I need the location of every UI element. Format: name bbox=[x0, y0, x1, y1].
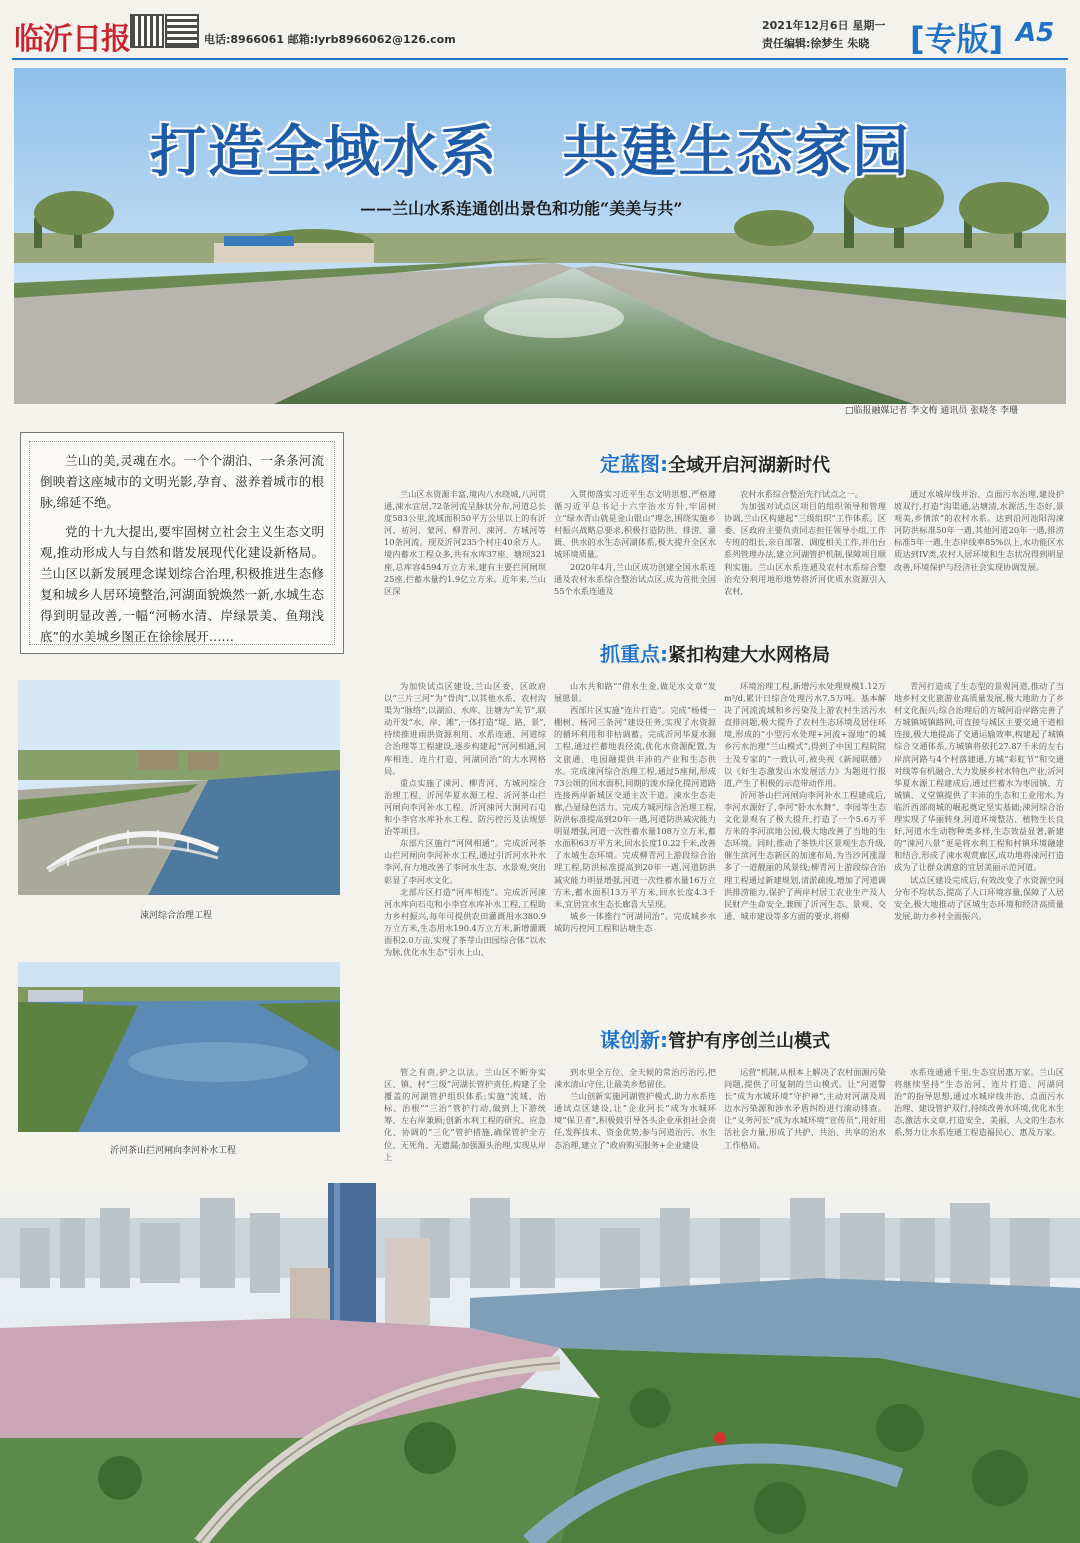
column-paragraph: 山水共和路”“借水生金,做足水文章”发展愿景。 bbox=[554, 681, 716, 704]
section-2-column-4 bbox=[894, 680, 1064, 1020]
section-heading-3 bbox=[600, 1024, 830, 1053]
yi-river-photo bbox=[18, 962, 340, 1132]
masthead bbox=[0, 0, 1080, 62]
photo-caption-1: 涑河综合治理工程 bbox=[140, 911, 213, 921]
section-2-column-3 bbox=[724, 680, 886, 1020]
section-keyword-2: 抓重点: bbox=[600, 642, 668, 666]
shu-river-photo bbox=[18, 680, 340, 895]
intro-box bbox=[20, 432, 344, 654]
section-title-1: 全域开启河湖新时代 bbox=[668, 455, 830, 476]
section-1-column-3 bbox=[724, 488, 886, 618]
column-paragraph: 青河打造成了生态型的景观河道,推动了当地乡村文化旅游业高质量发展,极大地助力了乡村文化振兴;综合治理后的方城河沿岸路完善了方城镇城镇路网,可直接与城区主要交通干道相连接,极大地提高了交通运输效率,构建起了城镇综合交通体系,方城镇将依托27.87千米的左右岸滨河路与4个村落建通,方城“彩虹节”和交通对线等有机融合,大力发展乡村水特色产业;沂河华夏水源工程建成后,通过拦蓄水为枣园镇、方城镇、义堂镇提供了丰沛的生态和工业用水,为临沂西部商城的崛起奠定坚实基础;涑河综合治理实现了华丽转身,河道环境整洁、植物生长良好,河道水生动物种类多样,生态效益显著,新建的“涑河八景”更是将水利工程和村镇环境融建和结合,形成了涑水观赏廊区,成功地将涑河打造成为了让群众满意的宜居美丽示范河道。 bbox=[894, 681, 1064, 873]
column-paragraph: 为加快试点区建设,兰山区委、区政府以“三片三河”为“骨肉”,以其他水系、农村沟渠为“脉络”,以湖泊、水库、注塘为“关节”,联动开发“水、岸、滩”,一体打造“堤、路、景”,持续推进雨洪资源利用、水系连通、河道综合治理等工程建设,逐步构建起“河河相通,河库相连、连片打造、河湖同治”的大水网格局。 bbox=[384, 681, 546, 776]
column-paragraph: 城乡一体推行“河湖同治”。完成城乡水城防污控河工程和沾塘生态 bbox=[554, 910, 716, 933]
photo-caption-2: 沂河茶山拦河闸向李河补水工程 bbox=[110, 1146, 237, 1156]
section-keyword-1: 定蓝图: bbox=[600, 452, 668, 476]
column-paragraph: 兰山创新实施河湖管护模式,助力水系连通试点区建设,让“企业河长”成为水城环境“保卫者”,积极鼓引导各头企业承担社会责任,发挥技术、资金优势,参与河道治污、水生态治理,建立了“政府购买服务+企业建设 bbox=[554, 1091, 716, 1150]
qr-code-icon-2 bbox=[165, 14, 199, 48]
city-river-aerial-photo bbox=[0, 1178, 1080, 1543]
page-subtitle: ——兰山水系连通创出景色和功能“美美与共” bbox=[360, 199, 683, 218]
section-3-column-4: 水系连通通千里,生态宜居惠万家。兰山区将继续坚持“生态治河、连片打造、河湖同治”的指导思想,通过水城岸线井治、点面污水治理、建设管护双行,持续改善水环境,优化水生态,激活水文章,打造安全、美丽、人文的生态水系,努力让水系连通工程造福民心、惠及万家。 bbox=[894, 1067, 1064, 1138]
section-2-column-1 bbox=[384, 680, 546, 1020]
section-3-column-1: 管之有责,护之以法。兰山区不断夯实区、镇、村“三级”河湖长管护责任,构建了全覆盖的河湖管护组织体系;实施“流域、治标、治根”“三治”管护行动,做到上下游统筹、左右岸兼顾;创新水利工程的研究、应急化、协调的“三化”管护措施,确保管护全方位、无死角、无遗漏;加强源头治理,实现从岸上 bbox=[384, 1067, 546, 1162]
intro-border bbox=[29, 441, 335, 645]
section-title-2: 紧扣构建大水网格局 bbox=[668, 645, 830, 666]
masthead-rule bbox=[12, 58, 1068, 60]
section-heading-1 bbox=[600, 448, 830, 477]
column-paragraph: 东部片区施行“河网相通”。完成沂河茶山拦河闸向李河补水工程,通过引沂河水补水李河,有力地改善了李河水生态、水景观,突出彰显了李河水文化。 bbox=[384, 838, 546, 885]
column-paragraph: 西部片区实施“连片打造”。完成“杨楼一棚树、杨河三条河”建设任务,实现了水资源的循环利用和非枯调蓄。完成沂河华夏水源工程,通过拦蓄地表径流,优化水资源配置,为文旅通、电园融提供丰沛的产业和生态供水。完成涑河综合治理工程,通过5座闸,形成73公顷的回水面积,同期的浚水绿化提河道路连接两岸新城区交通主次干道。涑水生态走廊,凸显绿色活力。完成方城河综合治理工程,防洪标准提高到20年一遇,河道防洪减灾能力明显增强,河道一次性蓄水量108万立方米,蓄水面积63万平方米,回水长度10.22千米,改善了水城生态环境。完成柳青河上游段综合治理工程,防洪标准提高到20年一遇,河道防洪减灾能力明显增强,河道一次性蓄水量16万立方米,蓄水面积13万平方米,回水长度4.3千米,宜居宜水生态长廊喜大呈现。 bbox=[554, 705, 716, 909]
column-paragraph: 2020年4月,兰山区成功创建全国水系连通及农村水系综合整治试点区,成为首批全国55个水系连通及 bbox=[554, 561, 716, 596]
section-2-column-2 bbox=[554, 680, 716, 1020]
byline: □临报融媒记者 李文梅 通讯员 张晓冬 李珊 bbox=[845, 406, 1018, 416]
column-paragraph: 为加强对试点区项目的组织领导和管理协调,兰山区构建起“三级组织”工作体系。区委、区政府主要负责同志担任领导小组,工作专班的组长,亲自部署、调度相关工作,并出台系列管理办法,建立河湖管护机制,保障项目顺利实施。兰山区水系连通及农村水系综合整治充分利用地形地势将沂河优质水资源引入农村, bbox=[724, 501, 886, 596]
column-paragraph: 环境治理工程,新增污水处理规模1.12万m³/d,累计日综合处理污水7.5万吨。基本解决了河流流域和乡污染及上游农村生活污水直排问题,极大提升了农村生态环境及居住环境,形成的“小型污水处理+河流+湿地”的城乡污水治理“兰山模式”,得到了中国工程院院士及专家的“一致认可,被央视《新闻联播》以《好生态激发山水发展活力》为题进行报道,产生了积极的示范带动作用。 bbox=[724, 681, 886, 788]
section-title-3: 管护有序创兰山模式 bbox=[668, 1031, 830, 1052]
column-paragraph: 到水里全方位、全天候的常治污治污,把涑水清山守住,让最美乡愁留住。 bbox=[554, 1067, 716, 1090]
intro-paragraph-2: 党的十九大提出,要牢固树立社会主义生态文明观,推动形成人与自然和谐发展现代化建设新格局。兰山区以新发展理念谋划综合治理,积极推进生态修复和城乡人居环境整治,河湖面貌焕然一新,水城生态得到明显改善,一幅“河畅水清、岸绿景美、鱼翔浅底”的水美城乡图正在徐徐展开…… bbox=[40, 524, 324, 644]
section-3-column-3: 运营”机制,从根本上解决了农村面源污染问题,提供了可复制的兰山模式。让“河道警长”成为水城环境“守护神”,主动对河湖及周边水污染源和涉水矛盾纠纷进行滚动排查。让“义务河长”成为水城环境“宣传员”,用好用活社会力量,形成了共护、共治、共享的治水工作格局。 bbox=[724, 1067, 886, 1150]
section-1-column-1: 兰山区水资源丰富,境内八水绕城,八河贯通,涑水宜居,72条河流呈脉状分布,河道总长度583公里,流域面积50平方公里以上的有沂河、祊河、蒙河、柳青河、涑河、方城河等10条河流。现及沂河235个村庄40余万人。境内蓄水工程众多,共有水库37座、塘坝321座,总库容4594万立方米,建有主要拦河闸坝25座,拦蓄水量约1.9亿立方米。近年来,兰山区深 bbox=[384, 489, 546, 596]
section-keyword-3: 谋创新: bbox=[600, 1028, 668, 1052]
section-3-column-2 bbox=[554, 1066, 716, 1174]
section-1-column-4: 通过水城岸线井治、点面污水治理,建设护坡双行,打造“沟渠通,沾塘清,水源活,生态好,景观美,乡情浓”的农村水系。达到沿河池阳沟涑河防洪标准50年一遇,其他河道20年一遇,排涝标准5年一遇,生态岸线率85%以上,水功能区水质达到IV类,农村人居环境和生态状况得到明显改善,环境保护与经济社会实现协调发展。 bbox=[894, 489, 1064, 572]
column-paragraph: 试点区建设完成后,有效改变了水资源空间分布不均状态,提高了人口环境容量,保障了人居安全,极大地推动了区城生态环境和经济高质量发展,助力乡村全面振兴。 bbox=[894, 874, 1064, 921]
intro-paragraph-1: 兰山的美,灵魂在水。一个个湖泊、一条条河流倒映着这座城市的文明光影,孕育、滋养着城市的根脉,绵延不绝。 bbox=[40, 453, 324, 510]
qr-code-icon bbox=[130, 14, 164, 48]
column-paragraph: 农村水系综合整治先行试点之一。 bbox=[740, 489, 863, 499]
section-heading-2 bbox=[600, 638, 830, 667]
page-title: 打造全域水系 共建生态家园 bbox=[150, 120, 911, 185]
contact-info: 电话:8966061 邮箱:lyrb8966062@126.com bbox=[204, 33, 456, 46]
column-paragraph: 入贯彻落实习近平生态文明思想,严格遵循习近平总书记十六字治水方针,牢固树立“绿水青山就是金山银山”理念,围绕实施乡村振兴战略总要求,积极打造防洪、排涝、灌溉、供水的水生态河湖体系,极大提升全区水城环境质量。 bbox=[554, 489, 716, 560]
page-number: A5 bbox=[1016, 18, 1055, 48]
newspaper-logo: 临沂日报 bbox=[14, 22, 130, 57]
section-1-column-2 bbox=[554, 488, 716, 618]
issue-date: 2021年12月6日 星期一 bbox=[762, 19, 886, 32]
column-paragraph: 重点实施了涑河、柳青河、方城河综合治理工程、沂河华夏水源工程、沂河茶山拦河闸向李河补水工程、沂河涑河大涧河石屯和小李官水库补水工程、防污控污及法规惩治等项目。 bbox=[384, 777, 546, 837]
section-label: [专版] bbox=[910, 20, 1004, 58]
column-paragraph: 沂河茶山拦河闸向李河补水工程建成后,李河水源好了,李河“卧水水舞”、李园等生态文化景观有了极大提升,打造了一个5.6万平方米的李河滨地公园,极大地改善了当地的生态环境。同时,推动了茶铁片区景观生态升级,催生滨河生态新区的加速布局,为当沙河涨湿多了一道靓丽的风景线;柳青河上游段综合治理工程通过新建规划,清淤疏浚,增加了河道调洪排涝能力,保护了两岸村居工农业生产及人民财产生命安全,兼顾了沂河生态、景观、交通、城市建设等多方面的要求,将柳 bbox=[724, 789, 886, 921]
editors: 责任编辑:徐梦生 朱晓 bbox=[762, 37, 870, 50]
column-paragraph: 北部片区打造“河库相连”。完成沂河涑河水库向石屯和小李官水库补水工程,工程助力乡村振兴,每年可提供农田灌溉用水380.9万立方米,生态用水190.4万立方米,新增灌溉面积2.0万亩,实现了茶芽山田园综合体“以水为脉,优化水生态”引水上山、 bbox=[384, 886, 546, 958]
